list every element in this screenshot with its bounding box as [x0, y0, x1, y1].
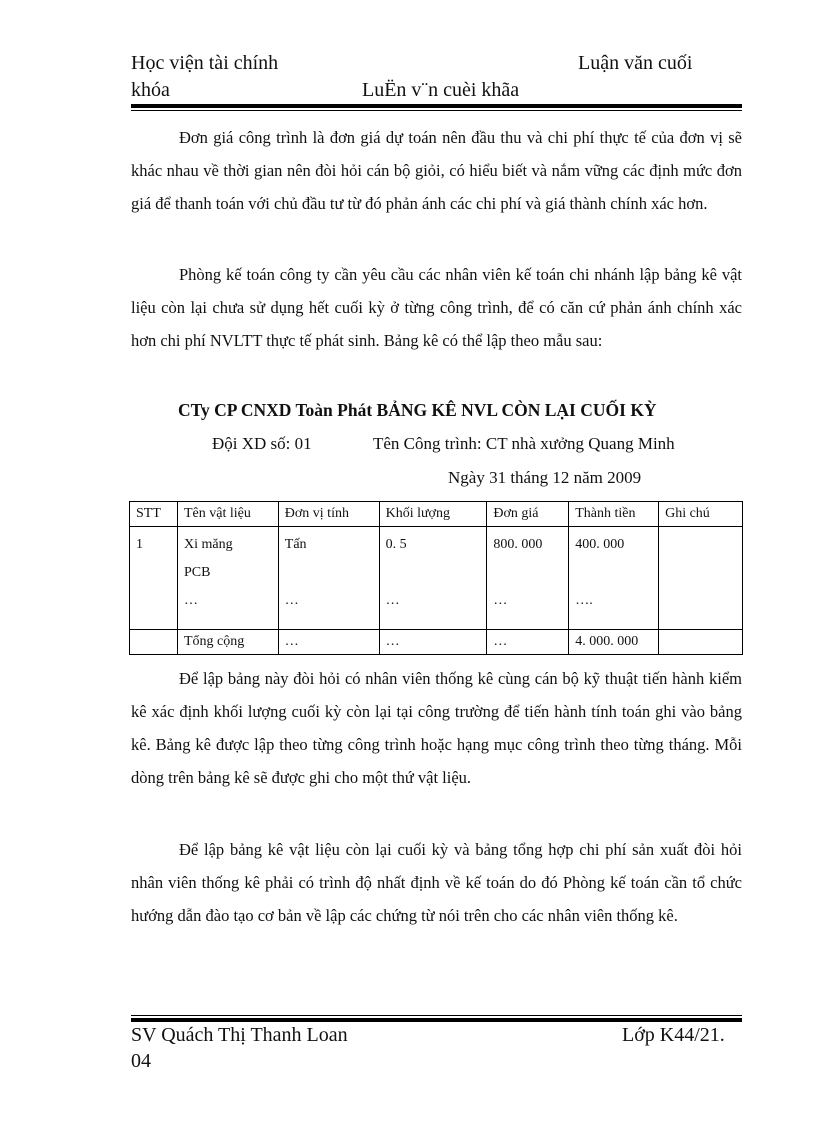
header-doc-type: Luận văn cuối [578, 52, 693, 74]
total-price: … [487, 630, 569, 655]
table-total-row [130, 630, 743, 655]
cell-material [177, 527, 278, 630]
cell-unit: Tấn … [278, 527, 379, 630]
paragraph-2-text: Phòng kế toán công ty cần yêu cầu các nhân viên kế toán chi nhánh lập bảng kê vật liệu còn lại chưa sử dụng hết cuối kỳ ở từng công trình, để có căn cứ phản ánh chính xác hơn chi phí NVLTT thực tế phát sinh. Bảng kê có thể lập theo mẫu sau: [131, 265, 742, 350]
footer-rule-thick [131, 1018, 742, 1022]
header-continuation: khóa [131, 79, 170, 101]
footer-page-number: 04 [131, 1050, 151, 1072]
form-project: Tên Công trình: CT nhà xưởng Quang Minh [373, 434, 675, 453]
total-amount: 4. 000. 000 [569, 630, 659, 655]
form-title: CTy CP CNXD Toàn Phát BẢNG KÊ NVL CÒN LẠI CUỐI KỲ [178, 400, 657, 420]
col-header-unit: Đơn vị tính [278, 502, 379, 527]
cell-price: 800. 000 … [487, 527, 569, 630]
table-header-row [130, 502, 743, 527]
footer-student: SV Quách Thị Thanh Loan [131, 1024, 348, 1046]
paragraph-4 [131, 833, 742, 965]
material-name: Xi măng [183, 537, 233, 552]
header-rule-thick [131, 104, 742, 108]
cell-stt: 1 [130, 527, 178, 630]
paragraph-1-text: Đơn giá công trình là đơn giá dự toán nên đầu thu và chi phí thực tế của đơn vị sẽ khác nhau về thời gian nên đòi hỏi cán bộ giỏi, có hiểu biết và nắm vững các định mức đơn giá để thanh toán với chủ đầu tư từ đó phản ánh các chi phí và giá thành chính xác hơn. [131, 128, 742, 213]
total-unit: … [278, 630, 379, 655]
paragraph-1 [131, 121, 742, 253]
paragraph-2 [131, 258, 742, 390]
header-institution: Học viện tài chính [131, 52, 279, 74]
material-table [129, 501, 743, 655]
total-stt [130, 630, 178, 655]
cell-note [659, 527, 743, 630]
cell-quantity: 0. 5 … [379, 527, 487, 630]
cell-amount: 400. 000 …. [569, 527, 659, 630]
form-team: Đội XD số: 01 [212, 434, 312, 453]
total-quantity: … [379, 630, 487, 655]
table-row [130, 527, 743, 630]
col-header-note: Ghi chú [659, 502, 743, 527]
paragraph-3 [131, 662, 742, 828]
form-date: Ngày 31 tháng 12 năm 2009 [448, 468, 642, 487]
material-grade: PCB [183, 565, 211, 580]
footer-class: Lớp K44/21. [622, 1024, 725, 1046]
total-label: Tổng cộng [177, 630, 278, 655]
total-note [659, 630, 743, 655]
col-header-amount: Thành tiền [569, 502, 659, 527]
paragraph-3-text: Để lập bảng này đòi hỏi có nhân viên thống kê cùng cán bộ kỹ thuật tiến hành kiểm kê xác định khối lượng cuối kỳ còn lại tại công trường để tiến hành tính toán ghi vào bảng kê. Bảng kê được lập theo từng công trình hoặc hạng mục công trình theo từng tháng. Mỗi dòng trên bảng kê sẽ được ghi cho một thứ vật liệu. [131, 669, 742, 787]
col-header-material: Tên vật liệu [177, 502, 278, 527]
paragraph-4-text: Để lập bảng kê vật liệu còn lại cuối kỳ và bảng tổng hợp chi phí sản xuất đòi hỏi nhân viên thống kê phải có trình độ nhất định về kế toán do đó Phòng kế toán cần tổ chức hướng dẫn đào tạo cơ bản về lập các chứng từ nói trên cho các nhân viên thống kê. [131, 840, 742, 925]
material-more: … [183, 593, 198, 608]
footer-rule-thin [131, 1015, 742, 1016]
header-running-title: LuËn v¨n cuèi khãa [362, 79, 520, 101]
col-header-stt: STT [130, 502, 178, 527]
header-rule-thin [131, 110, 742, 111]
col-header-price: Đơn giá [487, 502, 569, 527]
col-header-quantity: Khối lượng [379, 502, 487, 527]
